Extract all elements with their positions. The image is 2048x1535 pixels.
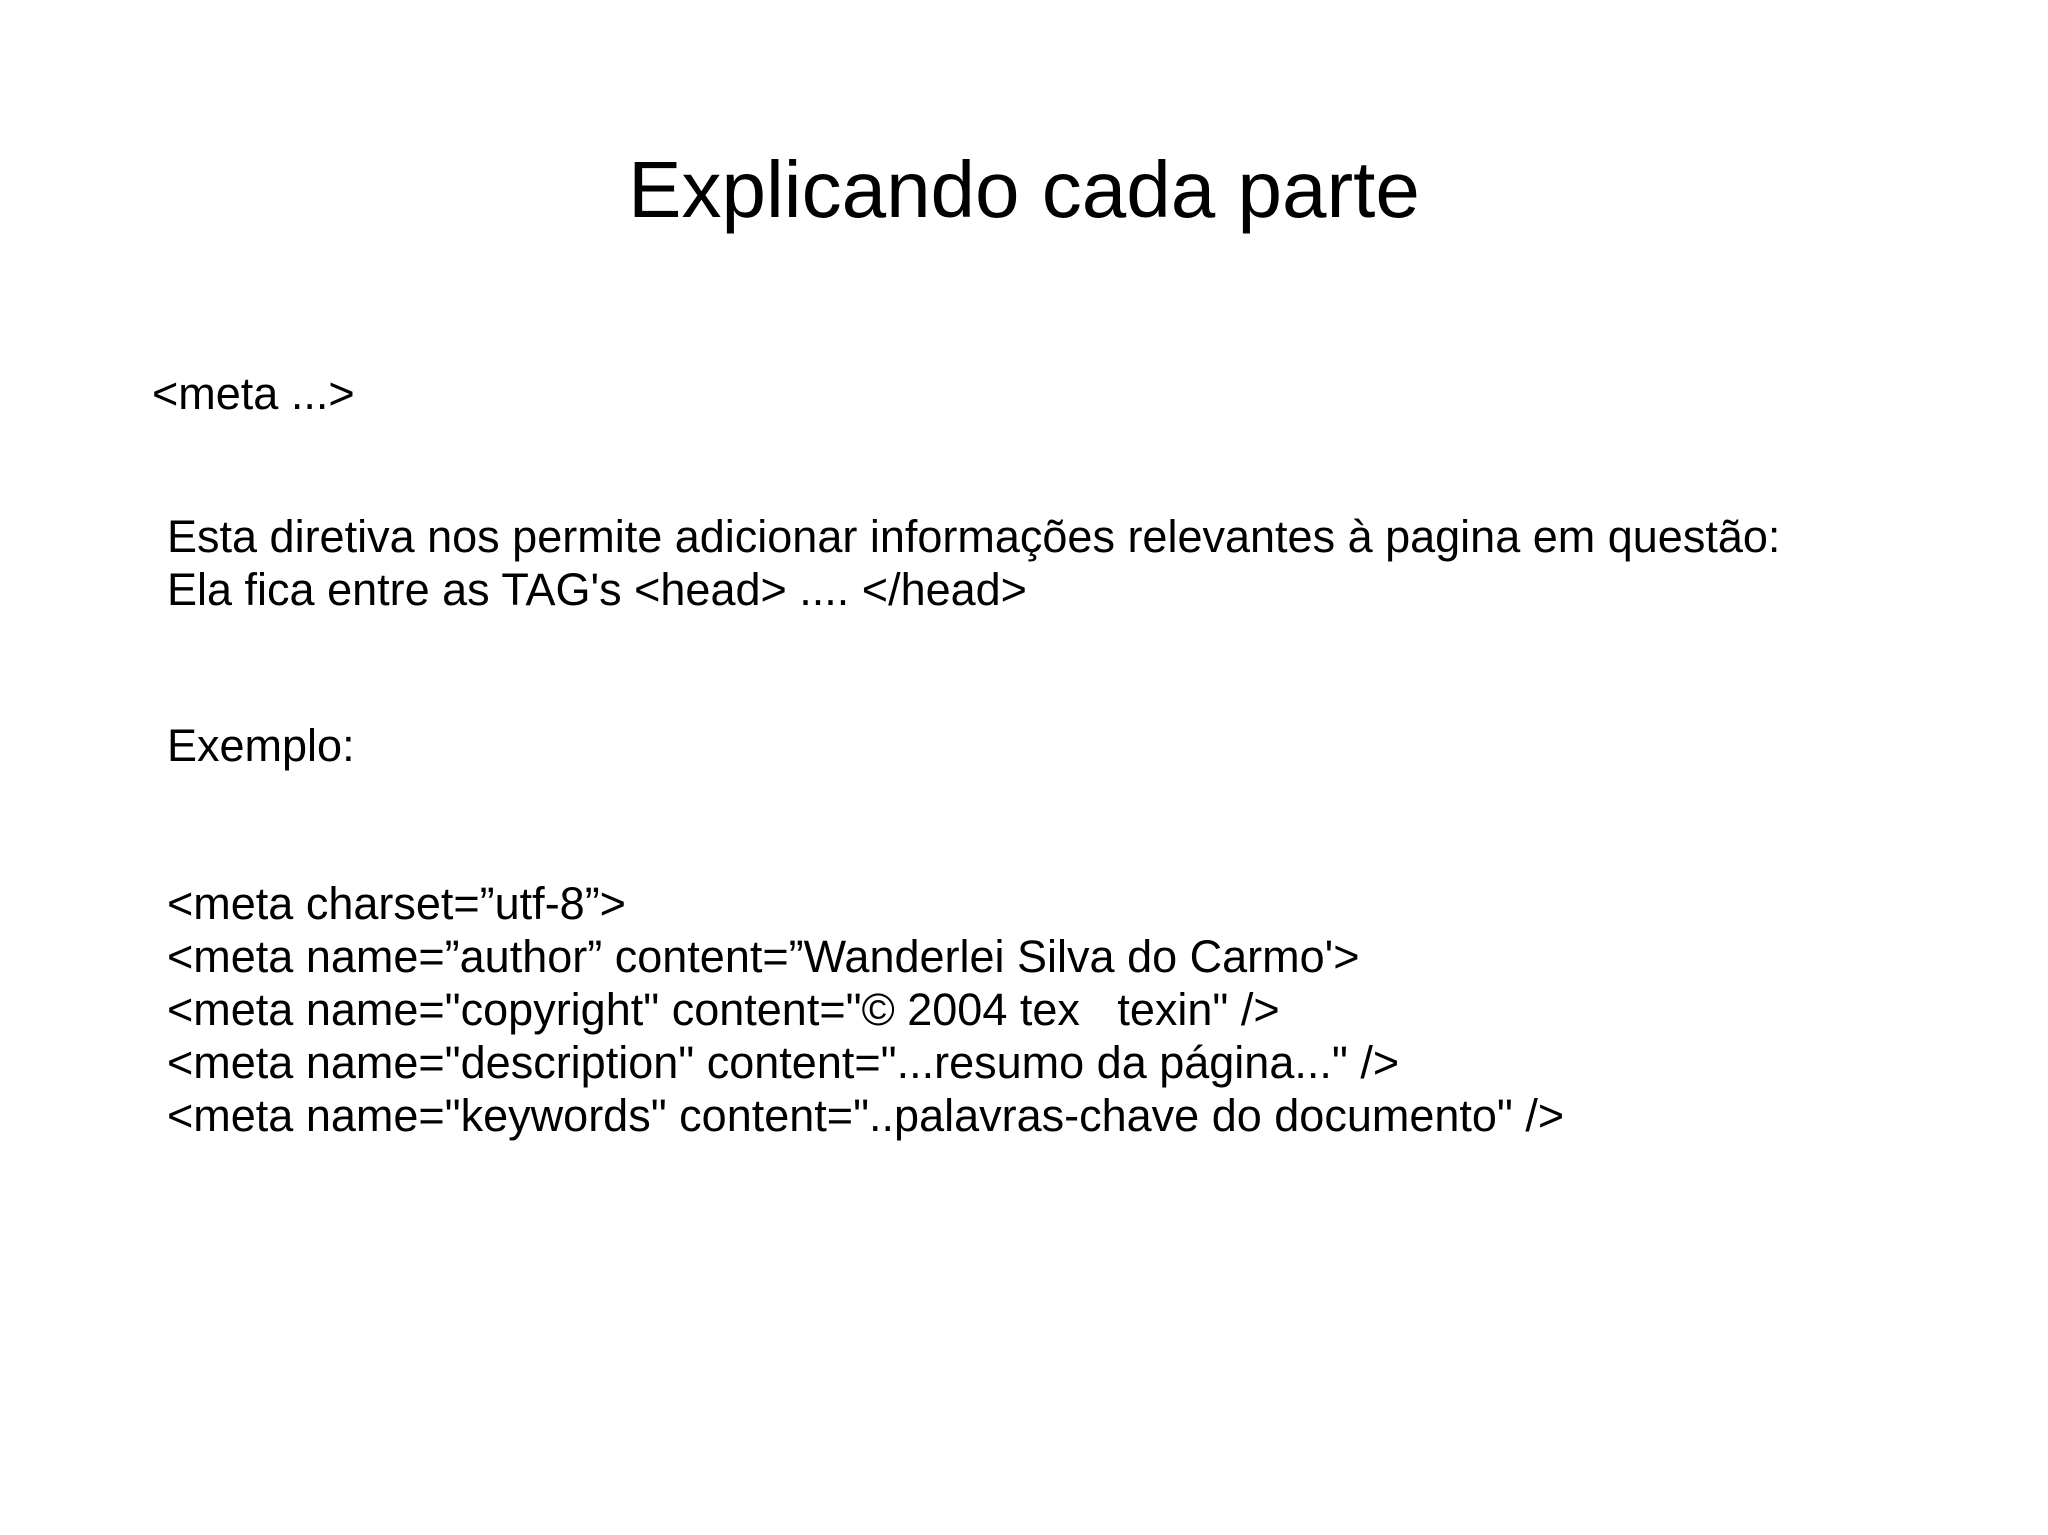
description-line: Esta diretiva nos permite adicionar informações relevantes à pagina em questão:: [167, 511, 1781, 562]
meta-tag-heading: <meta ...>: [152, 368, 355, 419]
code-line-charset: <meta charset=”utf-8”>: [167, 878, 626, 929]
code-example-block: [167, 877, 1564, 1142]
description-block: [167, 510, 1780, 616]
example-label-block: [167, 719, 355, 772]
code-line-keywords: <meta name="keywords" content="..palavras-chave do documento" />: [167, 1090, 1565, 1141]
code-line-description: <meta name="description" content="...resumo da página..." />: [167, 1037, 1400, 1088]
description-line: Ela fica entre as TAG's <head> .... </head>: [167, 564, 1027, 615]
code-line-copyright: <meta name="copyright" content="© 2004 tex texin" />: [167, 984, 1280, 1035]
code-line-author: <meta name=”author” content=”Wanderlei Silva do Carmo'>: [167, 931, 1360, 982]
example-label: Exemplo:: [167, 720, 355, 771]
slide-title: Explicando cada parte: [628, 145, 1420, 234]
